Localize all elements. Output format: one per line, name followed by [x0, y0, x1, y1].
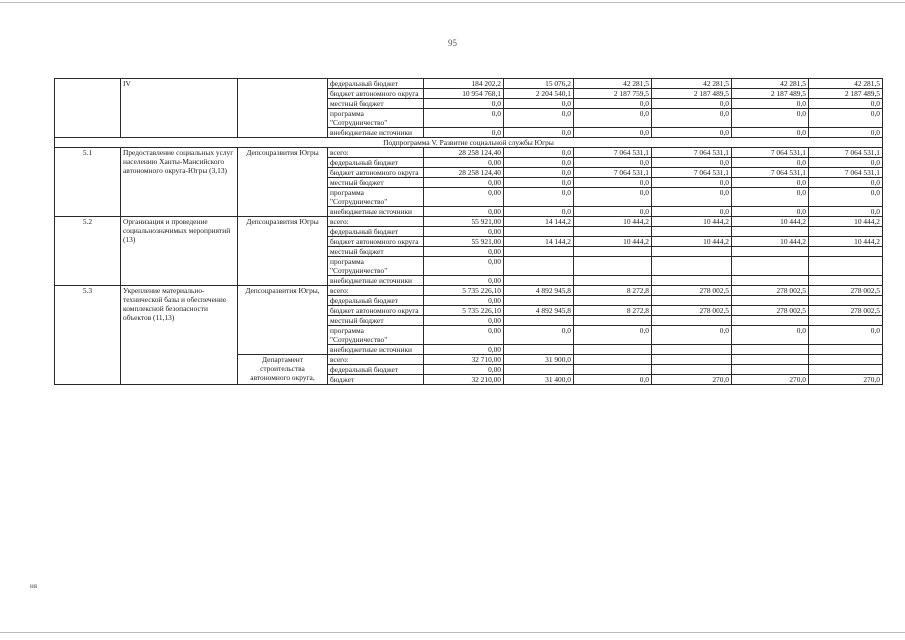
amount-cell: 0,0: [652, 109, 732, 128]
amount-cell: 0,0: [652, 188, 732, 207]
amount-cell: 270,0: [732, 375, 809, 385]
amount-cell: 0,00: [424, 276, 504, 286]
amount-cell: [504, 365, 574, 375]
amount-cell: 0,00: [424, 247, 504, 257]
amount-cell: [652, 276, 732, 286]
funding-source: бюджет автономного округа: [328, 168, 424, 178]
amount-cell: 10 444,2: [809, 237, 883, 247]
funding-source: федеральный бюджет: [328, 365, 424, 375]
funding-source: всего:: [328, 355, 424, 365]
amount-cell: 10 954 768,1: [424, 89, 504, 99]
amount-cell: [732, 365, 809, 375]
amount-cell: 10 444,2: [732, 217, 809, 227]
amount-cell: 0,0: [652, 207, 732, 217]
subprogram-row: [55, 138, 883, 148]
amount-cell: 0,0: [574, 128, 652, 138]
amount-cell: [574, 276, 652, 286]
amount-cell: 0,00: [424, 345, 504, 355]
amount-cell: 278 002,5: [732, 306, 809, 316]
amount-cell: 5 735 226,10: [424, 306, 504, 316]
funding-source: внебюджетные источники: [328, 276, 424, 286]
amount-cell: [574, 296, 652, 306]
amount-cell: [809, 355, 883, 365]
funding-source: программа "Сотрудничество": [328, 257, 424, 276]
amount-cell: [652, 316, 732, 326]
item-name: Предоставление социальных услуг населению Ханты-Мансийского автономного округа-Югры (3,13): [121, 148, 238, 217]
amount-cell: 0,0: [652, 326, 732, 345]
amount-cell: 28 258 124,40: [424, 148, 504, 158]
amount-cell: 0,0: [732, 207, 809, 217]
amount-cell: 278 002,5: [652, 286, 732, 296]
amount-cell: 0,0: [504, 178, 574, 188]
amount-cell: 0,00: [424, 365, 504, 375]
amount-cell: 0,0: [504, 188, 574, 207]
amount-cell: 10 444,2: [809, 217, 883, 227]
amount-cell: [504, 316, 574, 326]
amount-cell: 270,0: [652, 375, 732, 385]
amount-cell: 0,0: [574, 178, 652, 188]
amount-cell: 32 710,00: [424, 355, 504, 365]
amount-cell: 0,0: [732, 99, 809, 109]
amount-cell: 0,0: [574, 99, 652, 109]
amount-cell: 2 204 540,1: [504, 89, 574, 99]
amount-cell: 2 187 489,5: [809, 89, 883, 99]
amount-cell: [809, 276, 883, 286]
amount-cell: 0,0: [809, 188, 883, 207]
funding-source: всего:: [328, 148, 424, 158]
amount-cell: [809, 257, 883, 276]
amount-cell: 0,0: [424, 99, 504, 109]
amount-cell: 0,0: [809, 326, 883, 345]
funding-source: федеральный бюджет: [328, 79, 424, 89]
amount-cell: 10 444,2: [652, 217, 732, 227]
funding-source: федеральный бюджет: [328, 296, 424, 306]
amount-cell: [652, 247, 732, 257]
amount-cell: 0,0: [504, 168, 574, 178]
amount-cell: 0,00: [424, 207, 504, 217]
amount-cell: 10 444,2: [574, 237, 652, 247]
amount-cell: 7 064 531,1: [652, 148, 732, 158]
item-organization: Депсоцразвития Югры,: [238, 286, 328, 355]
amount-cell: 0,0: [809, 158, 883, 168]
amount-cell: 278 002,5: [809, 306, 883, 316]
funding-source: программа "Сотрудничество": [328, 109, 424, 128]
amount-cell: 184 202,2: [424, 79, 504, 89]
amount-cell: 32 210,00: [424, 375, 504, 385]
amount-cell: [809, 296, 883, 306]
item-name: IV: [121, 79, 238, 138]
amount-cell: 0,0: [652, 99, 732, 109]
amount-cell: 0,00: [424, 316, 504, 326]
amount-cell: [732, 296, 809, 306]
subprogram-title: Подпрограмма V. Развитие социальной службы Югры: [55, 138, 883, 148]
funding-source: всего:: [328, 217, 424, 227]
amount-cell: 31 400,0: [504, 375, 574, 385]
amount-cell: 0,0: [574, 109, 652, 128]
amount-cell: 55 921,00: [424, 237, 504, 247]
amount-cell: 0,0: [732, 326, 809, 345]
amount-cell: 42 281,5: [732, 79, 809, 89]
amount-cell: [732, 257, 809, 276]
amount-cell: 0,0: [574, 158, 652, 168]
amount-cell: [504, 296, 574, 306]
amount-cell: 4 892 945,8: [504, 306, 574, 316]
amount-cell: 31 900,0: [504, 355, 574, 365]
amount-cell: [504, 247, 574, 257]
item-organization: Депсоцразвития Югры: [238, 148, 328, 217]
funding-source: бюджет автономного округа: [328, 306, 424, 316]
amount-cell: 28 258 124,40: [424, 168, 504, 178]
amount-cell: 7 064 531,1: [809, 148, 883, 158]
amount-cell: 2 187 759,5: [574, 89, 652, 99]
amount-cell: 0,0: [809, 178, 883, 188]
table-row: [55, 148, 883, 158]
amount-cell: 0,0: [504, 326, 574, 345]
amount-cell: 0,0: [504, 109, 574, 128]
funding-source: бюджет автономного округа: [328, 237, 424, 247]
amount-cell: 0,00: [424, 227, 504, 237]
amount-cell: [652, 355, 732, 365]
amount-cell: 0,0: [652, 158, 732, 168]
amount-cell: [652, 227, 732, 237]
amount-cell: [652, 345, 732, 355]
amount-cell: [504, 227, 574, 237]
funding-source: внебюджетные источники: [328, 345, 424, 355]
amount-cell: 2 187 489,5: [652, 89, 732, 99]
amount-cell: 0,0: [732, 178, 809, 188]
amount-cell: 0,0: [809, 128, 883, 138]
amount-cell: 8 272,8: [574, 306, 652, 316]
funding-source: бюджет: [328, 375, 424, 385]
amount-cell: 7 064 531,1: [732, 148, 809, 158]
amount-cell: 55 921,00: [424, 217, 504, 227]
table-row: [55, 286, 883, 296]
amount-cell: 7 064 531,1: [652, 168, 732, 178]
amount-cell: [504, 345, 574, 355]
amount-cell: 278 002,5: [809, 286, 883, 296]
amount-cell: 42 281,5: [574, 79, 652, 89]
amount-cell: 270,0: [809, 375, 883, 385]
amount-cell: [504, 257, 574, 276]
amount-cell: [574, 345, 652, 355]
amount-cell: [574, 257, 652, 276]
item-number: 5.2: [55, 217, 121, 286]
item-organization: [238, 79, 328, 138]
amount-cell: [574, 355, 652, 365]
amount-cell: 4 892 945,8: [504, 286, 574, 296]
amount-cell: [732, 316, 809, 326]
funding-source: местный бюджет: [328, 178, 424, 188]
amount-cell: 8 272,8: [574, 286, 652, 296]
funding-source: местный бюджет: [328, 99, 424, 109]
item-organization: Департамент строительства автономного округа,: [238, 355, 328, 385]
funding-source: программа "Сотрудничество": [328, 326, 424, 345]
amount-cell: 7 064 531,1: [732, 168, 809, 178]
amount-cell: 0,0: [574, 207, 652, 217]
funding-source: федеральный бюджет: [328, 158, 424, 168]
amount-cell: 0,0: [809, 207, 883, 217]
amount-cell: [809, 227, 883, 237]
amount-cell: 7 064 531,1: [574, 168, 652, 178]
amount-cell: 0,00: [424, 257, 504, 276]
amount-cell: [732, 355, 809, 365]
amount-cell: [652, 296, 732, 306]
amount-cell: 0,0: [652, 128, 732, 138]
item-number: 5.3: [55, 286, 121, 385]
amount-cell: [574, 247, 652, 257]
budget-table: [54, 78, 883, 385]
amount-cell: 14 144,2: [504, 217, 574, 227]
footer-mark: ня: [30, 582, 37, 590]
amount-cell: [652, 257, 732, 276]
amount-cell: 0,0: [424, 109, 504, 128]
amount-cell: 0,0: [809, 99, 883, 109]
amount-cell: [809, 316, 883, 326]
amount-cell: [574, 227, 652, 237]
amount-cell: [574, 365, 652, 375]
amount-cell: 10 444,2: [574, 217, 652, 227]
amount-cell: 7 064 531,1: [574, 148, 652, 158]
amount-cell: 5 735 226,10: [424, 286, 504, 296]
amount-cell: 0,00: [424, 178, 504, 188]
amount-cell: [732, 227, 809, 237]
amount-cell: 14 144,2: [504, 237, 574, 247]
amount-cell: [652, 365, 732, 375]
amount-cell: 0,0: [504, 207, 574, 217]
amount-cell: 7 064 531,1: [809, 168, 883, 178]
amount-cell: [809, 365, 883, 375]
amount-cell: 0,0: [504, 128, 574, 138]
table-row: [55, 217, 883, 227]
funding-source: федеральный бюджет: [328, 227, 424, 237]
amount-cell: 0,0: [732, 128, 809, 138]
item-organization: Депсоцразвития Югры: [238, 217, 328, 286]
amount-cell: 0,00: [424, 296, 504, 306]
amount-cell: 42 281,5: [652, 79, 732, 89]
amount-cell: 278 002,5: [732, 286, 809, 296]
funding-source: местный бюджет: [328, 316, 424, 326]
item-name: Организация и проведение социальнозначимых мероприятий (13): [121, 217, 238, 286]
scan-edge-bottom: [0, 632, 905, 633]
funding-source: внебюджетные источники: [328, 207, 424, 217]
amount-cell: 0,00: [424, 158, 504, 168]
amount-cell: [732, 247, 809, 257]
amount-cell: 0,0: [652, 178, 732, 188]
amount-cell: 0,0: [732, 188, 809, 207]
amount-cell: 15 076,2: [504, 79, 574, 89]
amount-cell: 0,0: [424, 128, 504, 138]
amount-cell: 0,0: [574, 375, 652, 385]
item-number: 5.1: [55, 148, 121, 217]
amount-cell: 278 002,5: [652, 306, 732, 316]
amount-cell: 10 444,2: [732, 237, 809, 247]
amount-cell: 0,00: [424, 188, 504, 207]
amount-cell: 0,0: [504, 158, 574, 168]
amount-cell: 0,00: [424, 326, 504, 345]
amount-cell: 2 187 489,5: [732, 89, 809, 99]
amount-cell: [732, 276, 809, 286]
amount-cell: [504, 276, 574, 286]
amount-cell: [809, 345, 883, 355]
amount-cell: 0,0: [574, 188, 652, 207]
amount-cell: [809, 247, 883, 257]
amount-cell: 0,0: [732, 158, 809, 168]
amount-cell: 42 281,5: [809, 79, 883, 89]
item-name: Укрепление материально-технической базы и обеспечение комплексной безопасности объектов (11,13): [121, 286, 238, 385]
funding-source: местный бюджет: [328, 247, 424, 257]
table-row: [55, 79, 883, 89]
amount-cell: 0,0: [732, 109, 809, 128]
amount-cell: 0,0: [809, 109, 883, 128]
funding-source: программа "Сотрудничество": [328, 188, 424, 207]
amount-cell: 10 444,2: [652, 237, 732, 247]
amount-cell: 0,0: [504, 99, 574, 109]
funding-source: бюджет автономного округа: [328, 89, 424, 99]
amount-cell: [574, 316, 652, 326]
amount-cell: 0,0: [504, 148, 574, 158]
funding-source: всего:: [328, 286, 424, 296]
item-number: [55, 79, 121, 138]
funding-source: внебюджетные источники: [328, 128, 424, 138]
amount-cell: [732, 345, 809, 355]
scan-edge-top: [0, 2, 905, 3]
page-number: 95: [448, 38, 457, 48]
amount-cell: 0,0: [574, 326, 652, 345]
